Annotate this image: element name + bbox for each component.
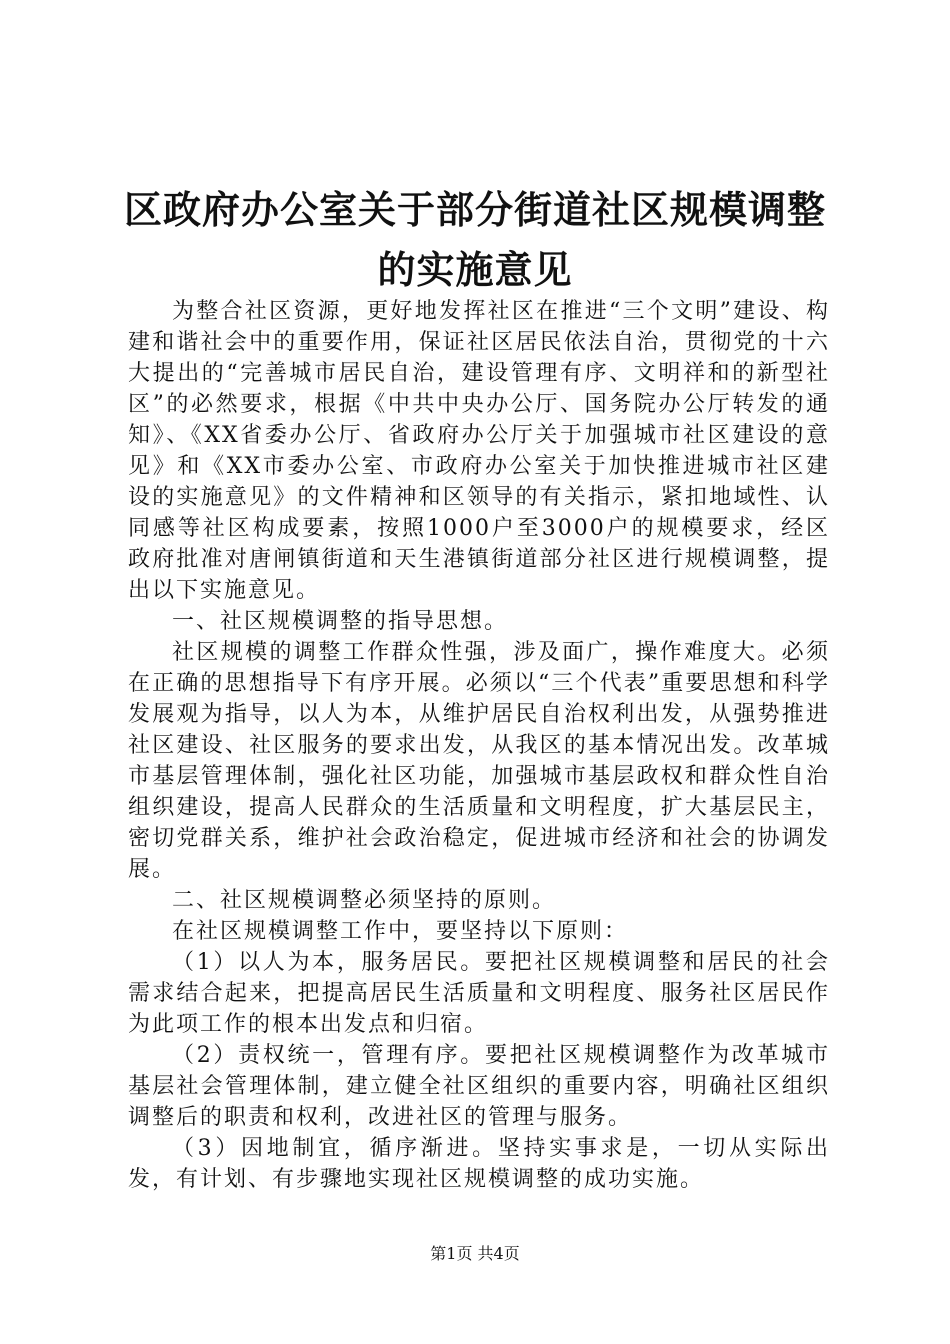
section-heading-principles: 二、社区规模调整必须坚持的原则。	[172, 888, 557, 913]
paragraph-principles-intro: 在社区规模调整工作中，要坚持以下原则：	[172, 919, 629, 944]
section-heading-guiding-thought: 一、社区规模调整的指导思想。	[172, 609, 509, 634]
paragraph-guiding-thought: 社区规模的调整工作群众性强，涉及面广，操作难度大。必须在正确的思想指导下有序开展。必须以“三个代表”重要思想和科学发展观为指导，以人为本，从维护居民自治权利出发，从强势推进社区建设、社区服务的要求出发，从我区的基本情况出发。改革城市基层管理体制，强化社区功能，加强城市基层政权和群众性自治组织建设，提高人民群众的生活质量和文明程度，扩大基层民主，密切党群关系，维护社会政治稳定，促进城市经济和社会的协调发展。	[128, 640, 830, 882]
principle-item-3: （3）因地制宜，循序渐进。坚持实事求是，一切从实际出发，有计划、有步骤地实现社区规模调整的成功实施。	[128, 1136, 830, 1192]
page-number-footer: 第1页 共4页	[430, 1244, 520, 1263]
document-title: 区政府办公室关于部分街道社区规模调整的实施意见	[123, 188, 826, 292]
paragraph-intro: 为整合社区资源，更好地发挥社区在推进“三个文明”建设、构建和谐社会中的重要作用，保证社区居民依法自治，贯彻党的十六大提出的“完善城市居民自治，建设管理有序、文明祥和的新型社区”的必然要求，根据《中共中央办公厅、国务院办公厅转发的通知》、《XX省委办公厅、省政府办公厅关于加强城市社区建设的意见》和《XX市委办公室、市政府办公室关于加快推进城市社区建设的实施意见》的文件精神和区领导的有关指示，紧扣地域性、认同感等社区构成要素，按照1000户至3000户的规模要求，经区政府批准对唐闸镇街道和天生港镇街道部分社区进行规模调整，提出以下实施意见。	[128, 299, 830, 603]
principle-item-2: （2）责权统一，管理有序。要把社区规模调整作为改革城市基层社会管理体制，建立健全社区组织的重要内容，明确社区组织调整后的职责和权利，改进社区的管理与服务。	[128, 1043, 830, 1130]
principle-item-1: （1）以人为本，服务居民。要把社区规模调整和居民的社会需求结合起来，把提高居民生活质量和文明程度、服务社区居民作为此项工作的根本出发点和归宿。	[128, 950, 830, 1037]
document-body	[128, 296, 830, 1195]
